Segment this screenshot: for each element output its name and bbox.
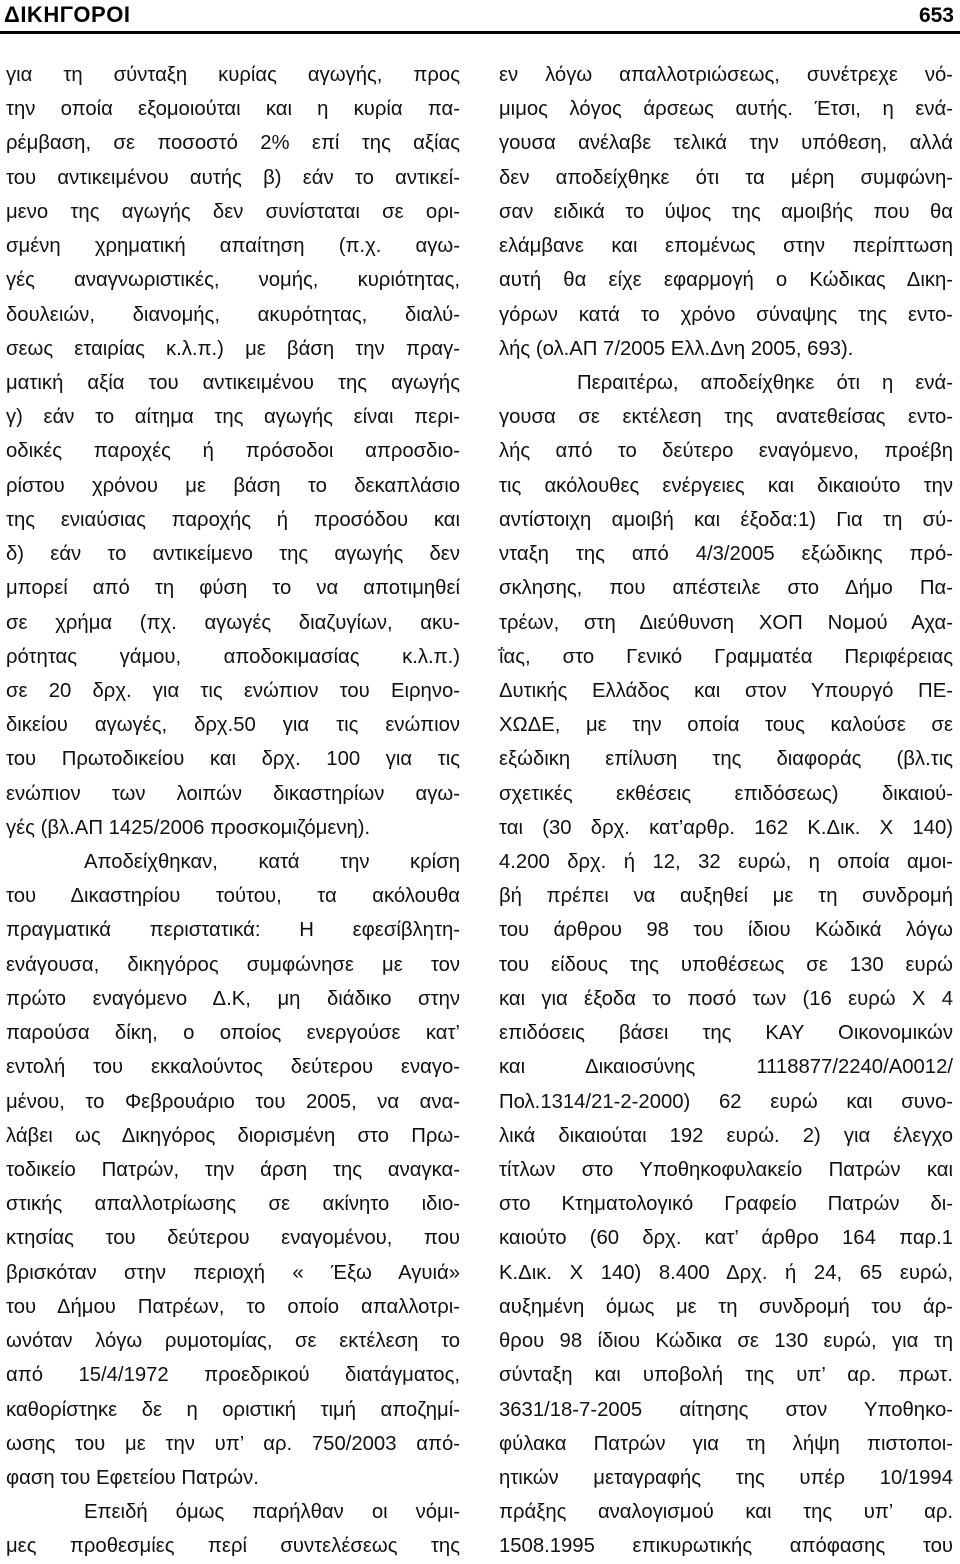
text-line: 3631/18-7-2005 αίτησης στον Υποθηκο- — [499, 1398, 953, 1421]
text-line: πρώτο εναγόμενο Δ.Κ, μη διάδικο στην — [6, 987, 460, 1010]
text-line: ΐας, στο Γενικό Γραμματέα Περιφέρειας — [499, 645, 953, 668]
text-line: νταξη της από 4/3/2005 εξώδικης πρό- — [499, 543, 953, 566]
text-line: του είδους της υποθέσεως σε 130 ευρώ — [499, 953, 953, 976]
text-line: γόρων κατά το χρόνο σύναψης της εντο- — [499, 303, 953, 326]
text-line: αντίστοιχη αμοιβή και έξοδα:1) Για τη σύ- — [499, 508, 953, 531]
text-line: και Δικαιοσύνης 1118877/2240/Α0012/ — [499, 1056, 953, 1079]
text-line: στο Κτηματολογικό Γραφείο Πατρών δι- — [499, 1193, 953, 1216]
text-line: σε χρήμα (πχ. αγωγές διαζυγίων, ακυ- — [6, 611, 460, 634]
text-line: από 15/4/1972 προεδρικού διατάγματος, — [6, 1364, 460, 1387]
text-line: τοδικείο Πατρών, την άρση της αναγκα- — [6, 1159, 460, 1181]
text-line: σμένη χρηματική απαίτηση (π.χ. αγω- — [6, 235, 460, 258]
text-line: 4.200 δρχ. ή 12, 32 ευρώ, η οποία αμοι- — [499, 851, 953, 874]
left-column — [6, 58, 460, 1564]
text-line: φύλακα Πατρών για τη λήψη πιστοποι- — [499, 1432, 953, 1455]
text-line: ΧΩΔΕ, με την οποία τους καλούσε σε — [499, 714, 953, 737]
text-line: δ) εάν το αντικείμενο της αγωγής δεν — [6, 543, 460, 566]
text-line: τίτλων στο Υποθηκοφυλακείο Πατρών και — [499, 1159, 953, 1181]
text-line: γές (βλ.ΑΠ 1425/2006 προσκομιζόμενη). — [6, 816, 371, 839]
text-line: μες προθεσμίες περί συντελέσεως της — [6, 1535, 460, 1558]
text-line: τις ακόλουθες ενέργειες και δικαιούτο την — [499, 474, 953, 497]
running-head-title: ΔΙΚΗΓΟΡΟΙ — [4, 2, 131, 27]
text-line: δεν αποδείχθηκε ότι τα μέρη συμφώνη- — [499, 166, 953, 189]
text-line: ρίστου χρόνου με βάση το δεκαπλάσιο — [6, 474, 460, 497]
text-line: εξώδικη επίλυση της διαφοράς (βλ.τις — [499, 748, 953, 771]
page-number: 653 — [918, 4, 954, 27]
text-line: αυτή θα είχε εφαρμογή ο Κώδικας Δικη- — [499, 269, 953, 292]
text-line: σχετικές εκθέσεις επιδόσεως) δικαιού- — [499, 782, 953, 805]
text-line: γές αναγνωριστικές, νομής, κυριότητας, — [6, 269, 460, 292]
text-line: του Δικαστηρίου τούτου, τα ακόλουθα — [6, 885, 460, 908]
text-line: σκλησης, που απέστειλε στο Δήμο Πα- — [499, 577, 953, 600]
text-line: του αντικειμένου αυτής β) εάν το αντικεί- — [6, 166, 460, 189]
text-line: ελάμβανε και επομένως στην περίπτωση — [499, 235, 953, 258]
text-line: τρέων, στη Διεύθυνση ΧΟΠ Νομού Αχα- — [499, 611, 953, 634]
text-line: ενώπιον των λοιπών δικαστηρίων αγω- — [6, 782, 460, 805]
text-line: μπορεί από τη φύση το να αποτιμηθεί — [6, 577, 460, 600]
text-line: μένου, το Φεβρουάριο του 2005, να ανα- — [6, 1090, 460, 1113]
right-column — [499, 58, 953, 1564]
text-line: μενο της αγωγής δεν συνίσταται σε ορι- — [6, 200, 460, 223]
text-line: γουσα σε εκτέλεση της ανατεθείσας εντο- — [499, 406, 953, 429]
text-line: Πολ.1314/21-2-2000) 62 ευρώ και συνο- — [499, 1090, 953, 1113]
text-line: ρέμβαση, σε ποσοστό 2% επί της αξίας — [6, 132, 460, 155]
text-line: εντολή του εκκαλούντος δεύτερου εναγο- — [6, 1056, 460, 1079]
paragraph-start-line: Αποδείχθηκαν, κατά την κρίση — [84, 851, 460, 874]
text-line: την οποία εξομοιούται και η κυρία πα- — [6, 98, 460, 121]
text-line: καθορίστηκε δε η οριστική τιμή αποζημί- — [6, 1398, 460, 1421]
text-line: βρισκόταν στην περιοχή « Έξω Αγυιά» — [6, 1261, 460, 1284]
text-line: δουλειών, διανομής, ακυρότητας, διαλύ- — [6, 303, 460, 326]
text-line: σύνταξη και υποβολή της υπ’ αρ. πρωτ. — [499, 1364, 953, 1387]
text-line: της ενιαύσιας παροχής ή προσόδου και — [6, 508, 460, 531]
text-line: αυξημένη όμως με τη συνδρομή του άρ- — [499, 1295, 953, 1318]
paragraph-start-line: Περαιτέρω, αποδείχθηκε ότι η ενά- — [577, 371, 953, 394]
text-line: γουσα ανέλαβε τελικά την υπόθεση, αλλά — [499, 132, 953, 155]
text-line: βή πρέπει να αυξηθεί με τη συνδρομή — [499, 885, 953, 908]
text-line: πραγματικά περιστατικά: Η εφεσίβλητη- — [6, 919, 460, 942]
text-line: ωσης του με την υπ’ αρ. 750/2003 από- — [6, 1432, 460, 1455]
text-line: και για έξοδα το ποσό των (16 ευρώ Χ 4 — [499, 987, 953, 1010]
text-line: ωνόταν λόγω ρυμοτομίας, σε εκτέλεση το — [6, 1330, 460, 1353]
text-line: φαση του Εφετείου Πατρών. — [6, 1466, 259, 1489]
text-line: ματική αξία του αντικειμένου της αγωγής — [6, 371, 460, 394]
text-line: Δυτικής Ελλάδος και στον Υπουργό ΠΕ- — [499, 679, 953, 702]
text-line: του Πρωτοδικείου και δρχ. 100 για τις — [6, 748, 460, 771]
page-header — [0, 0, 960, 36]
text-line: εν λόγω απαλλοτριώσεως, συνέτρεχε νό- — [499, 64, 953, 86]
text-line: θρου 98 ίδιου Κώδικα σε 130 ευρώ, για τη — [499, 1330, 953, 1353]
text-line: κτησίας του δεύτερου εναγομένου, που — [6, 1227, 460, 1250]
text-line: Κ.Δικ. Χ 140) 8.400 Δρχ. ή 24, 65 ευρώ, — [499, 1261, 953, 1284]
text-line: καιούτο (60 δρχ. κατ’ άρθρο 164 παρ.1 — [499, 1227, 953, 1250]
text-line: σε 20 δρχ. για τις ενώπιον του Ειρηνο- — [6, 679, 460, 702]
text-line: γ) εάν το αίτημα της αγωγής είναι περι- — [6, 406, 460, 429]
text-line: λής από το δεύτερο εναγόμενο, προέβη — [499, 440, 953, 463]
text-line: επιδόσεις βάσει της ΚΑΥ Οικονομικών — [499, 1022, 953, 1045]
text-line: μιμος λόγος άρσεως αυτής. Έτσι, η ενά- — [499, 98, 953, 121]
text-line: για τη σύνταξη κυρίας αγωγής, προς — [6, 64, 460, 86]
text-line: λής (ολ.ΑΠ 7/2005 Ελλ.Δνη 2005, 693). — [499, 337, 854, 360]
text-line: στικής απαλλοτρίωσης σε ακίνητο ιδιο- — [6, 1193, 460, 1216]
text-line: οδικές παροχές ή πρόσοδοι απροσδιο- — [6, 440, 460, 463]
text-line: ενάγουσα, δικηγόρος συμφώνησε με τον — [6, 953, 460, 976]
text-line: παρούσα δίκη, ο οποίος ενεργούσε κατ’ — [6, 1022, 460, 1045]
text-line: σαν ειδικά το ύψος της αμοιβής που θα — [499, 200, 953, 223]
paragraph-start-line: Επειδή όμως παρήλθαν οι νόμι- — [84, 1501, 460, 1524]
text-line: σεως εταιρίας κ.λ.π.) με βάση την πραγ- — [6, 337, 460, 360]
text-line: του άρθρου 98 του ίδιου Κώδικά λόγω — [499, 919, 953, 942]
text-line: ητικών μεταγραφής της υπέρ 10/1994 — [499, 1466, 953, 1489]
header-rule — [0, 31, 960, 34]
text-line: ται (30 δρχ. κατ’αρθρ. 162 Κ.Δικ. Χ 140) — [499, 816, 953, 839]
text-line: 1508.1995 επικυρωτικής απόφασης του — [499, 1535, 953, 1558]
text-line: λάβει ως Δικηγόρος διορισμένη στο Πρω- — [6, 1124, 460, 1147]
text-line: δικείου αγωγές, δρχ.50 για τις ενώπιον — [6, 714, 460, 737]
text-line: λικά δικαιούται 192 ευρώ. 2) για έλεγχο — [499, 1124, 953, 1147]
text-line: ρότητας γάμου, αποδοκιμασίας κ.λ.π.) — [6, 645, 460, 668]
text-line: του Δήμου Πατρέων, το οποίο απαλλοτρι- — [6, 1295, 460, 1318]
text-line: πράξης αναλογισμού και της υπ’ αρ. — [499, 1501, 953, 1524]
